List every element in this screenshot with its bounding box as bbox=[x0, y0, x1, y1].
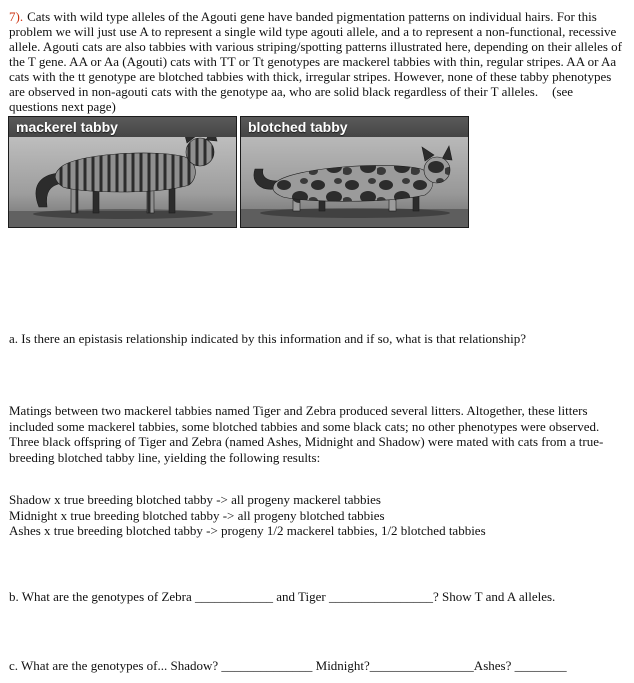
question-c: c. What are the genotypes of... Shadow? ______________ Midnight?________________Ashes? ________ bbox=[9, 657, 567, 673]
problem-intro-text: Cats with wild type alleles of the Agouti gene have banded pigmentation patterns on individual hairs. For this problem we will just use A to represent a single wild type agouti allele, and a to represent a non-functional, recessive allele. Agouti cats are also tabbies with various striping/spotting patterns illustrated here, depending on their alleles of the T gene. AA or Aa (Agouti) cats with TT or Tt genotypes are mackerel tabbies with thin, regular stripes. AA or Aa cats with the tt genotype are blotched tabbies with thick, irregular stripes. However, none of these tabby phenotypes are observed in non-agouti cats with the genotype aa, who are solid black regardless of their T alleles. bbox=[9, 9, 623, 99]
mackerel-tabby-label: mackerel tabby bbox=[9, 117, 236, 137]
problem-number: 7). bbox=[9, 9, 24, 24]
cross-result-line: Ashes x true breeding blotched tabby -> progeny 1/2 mackerel tabbies, 1/2 blotched tabbies bbox=[9, 523, 486, 538]
see-questions-note: (see questions next page) bbox=[9, 84, 574, 114]
blotched-tabby-label: blotched tabby bbox=[241, 117, 468, 137]
cross-results bbox=[9, 492, 625, 539]
question-b: b. What are the genotypes of Zebra ____________ and Tiger ________________? Show T and A alleles. bbox=[9, 588, 556, 604]
cross-result-line: Shadow x true breeding blotched tabby -> all progeny mackerel tabbies bbox=[9, 492, 381, 507]
cat-photo-row bbox=[8, 116, 625, 228]
question-a: a. Is there an epistasis relationship indicated by this information and if so, what is that relationship? bbox=[9, 331, 526, 346]
problem-intro bbox=[9, 9, 625, 114]
blotched-tabby-photo bbox=[240, 116, 469, 228]
matings-paragraph: Matings between two mackerel tabbies named Tiger and Zebra produced several litters. Altogether, these litters included some mackerel tabbies, some blotched tabbies and some black cats; no other phenotypes were observed. Three black offspring of Tiger and Zebra (named Ashes, Midnight and Shadow) were mated with cats from a true-breeding blotched tabby line, yielding the following results: bbox=[9, 403, 604, 465]
cross-result-line: Midnight x true breeding blotched tabby -> all progeny blotched tabbies bbox=[9, 507, 385, 523]
mackerel-tabby-photo bbox=[8, 116, 237, 228]
